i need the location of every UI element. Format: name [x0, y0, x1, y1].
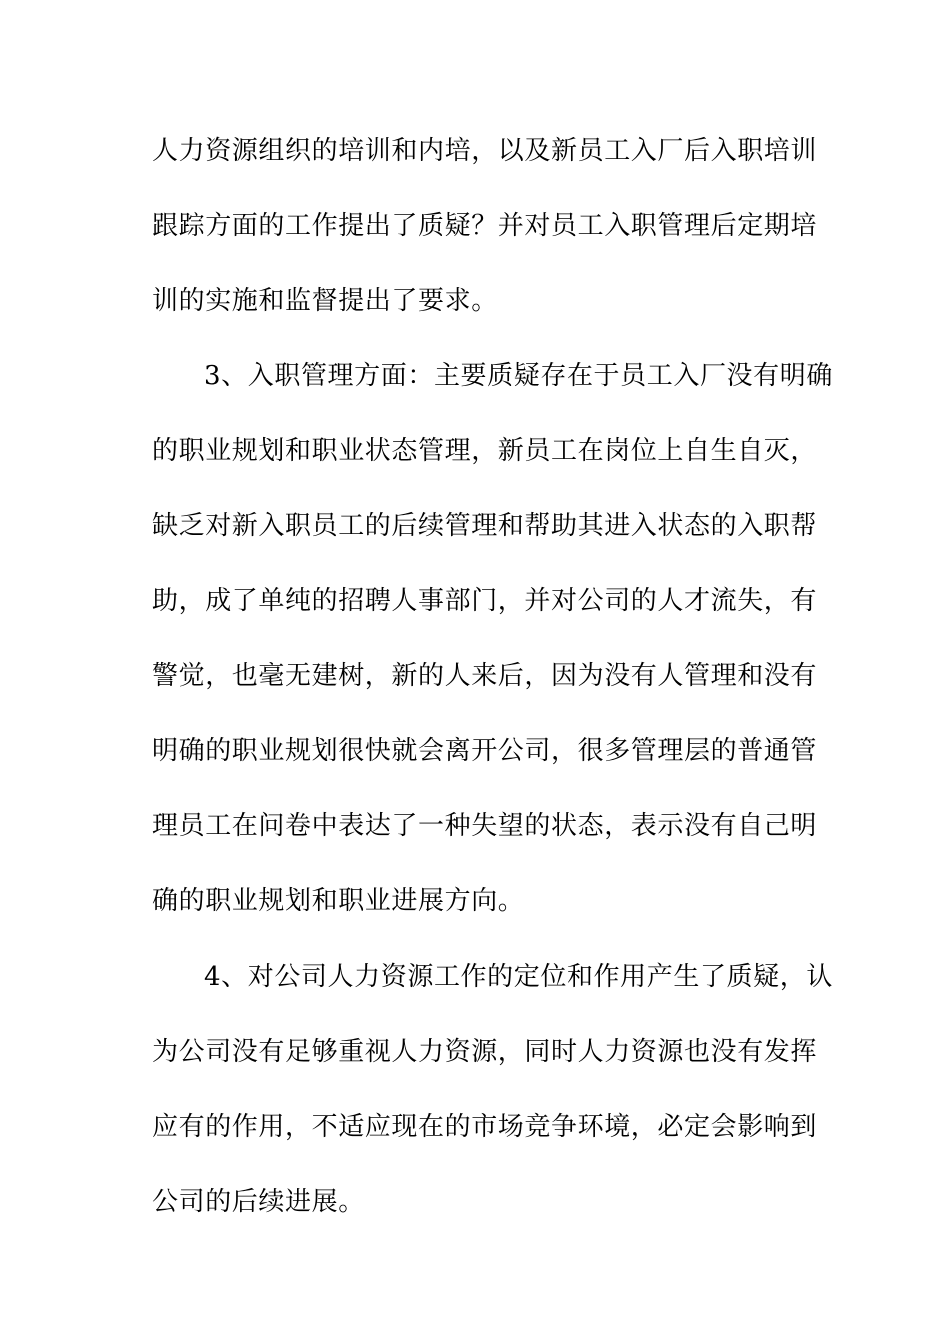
text-line: 训的实施和监督提出了要求。: [152, 286, 498, 316]
text-line: 人力资源组织的培训和内培，以及新员工入厂后入职培训: [152, 136, 818, 166]
text-line: 缺乏对新入职员工的后续管理和帮助其进入状态的入职帮: [152, 511, 818, 541]
text-line: 为公司没有足够重视人力资源，同时人力资源也没有发挥: [152, 1037, 818, 1067]
text-line: 跟踪方面的工作提出了质疑？并对员工入职管理后定期培: [152, 211, 818, 241]
paragraph-start-line: 3、入职管理方面：主要质疑存在于员工入厂没有明确: [204, 361, 833, 391]
text-line: 助，成了单纯的招聘人事部门，并对公司的人才流失，有: [152, 586, 818, 616]
text-line: 警觉，也毫无建树，新的人来后，因为没有人管理和没有: [152, 661, 818, 691]
text-line: 确的职业规划和职业进展方向。: [152, 886, 525, 916]
paragraph-start-line: 4、对公司人力资源工作的定位和作用产生了质疑，认: [204, 962, 833, 992]
text-line: 理员工在问卷中表达了一种失望的状态，表示没有自己明: [152, 811, 818, 841]
text-line: 公司的后续进展。: [152, 1187, 365, 1217]
text-line: 明确的职业规划很快就会离开公司，很多管理层的普通管: [152, 736, 818, 766]
text-line: 应有的作用，不适应现在的市场竞争环境，必定会影响到: [152, 1112, 818, 1142]
text-line: 的职业规划和职业状态管理，新员工在岗位上自生自灭，: [152, 436, 818, 466]
